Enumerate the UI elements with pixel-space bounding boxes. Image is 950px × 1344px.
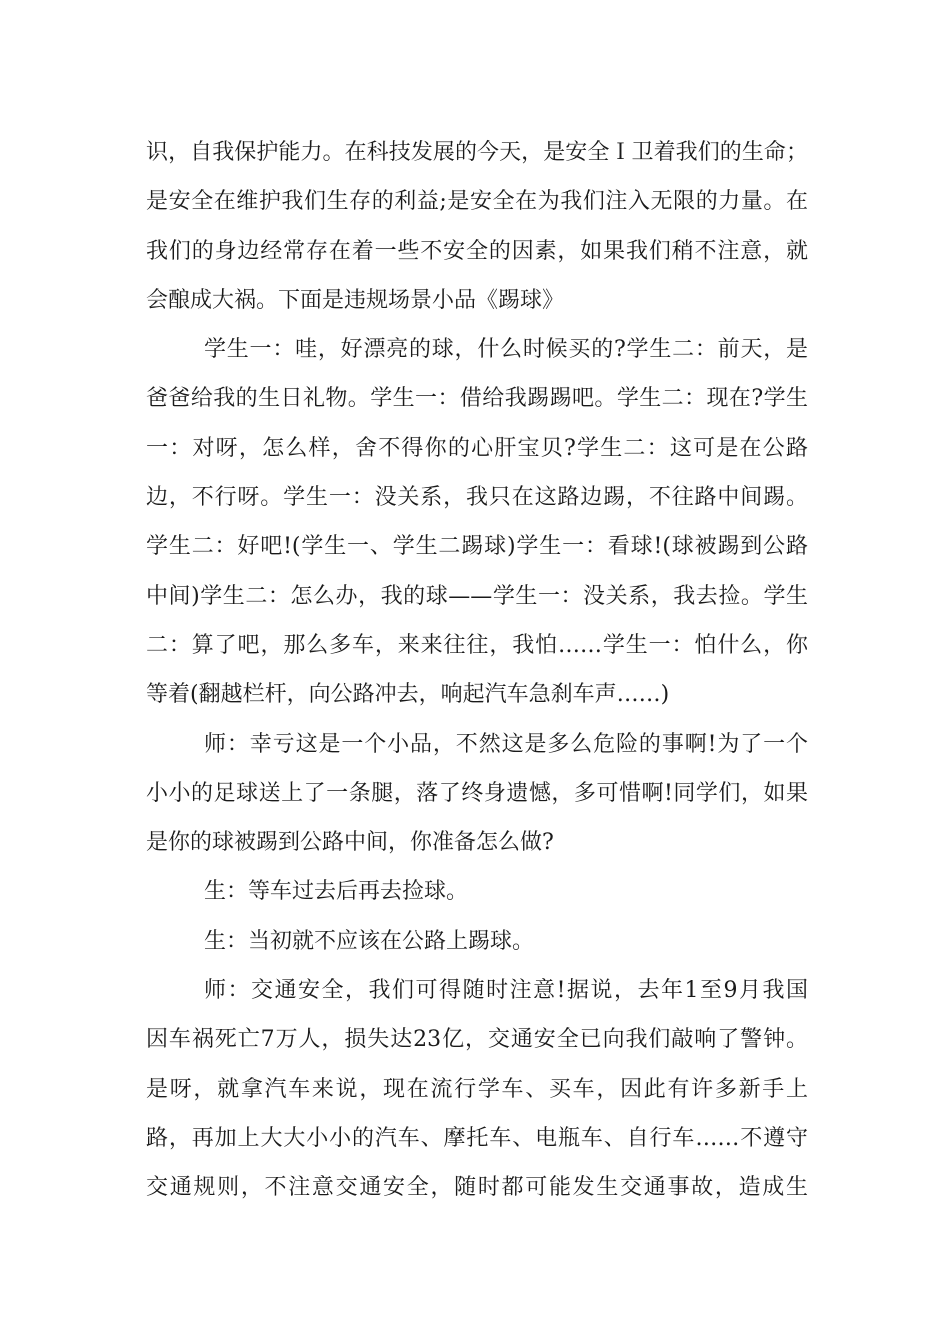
text-line: 会酿成大祸。下面是违规场景小品《踢球》 (146, 287, 565, 313)
document-body (146, 128, 808, 1213)
text-line: 中间)学生二：怎么办，我的球——学生一：没关系，我去捡。学生 (146, 583, 808, 609)
text-line: 生：等车过去后再去捡球。 (204, 879, 469, 905)
text-line: 因车祸死亡7万人，损失达23亿，交通安全已向我们敲响了警钟。 (146, 1027, 808, 1053)
text-line: 等着(翻越栏杆，向公路冲去，响起汽车急刹车声……) (146, 682, 670, 708)
text-line: 师：幸亏这是一个小品，不然这是多么危险的事啊!为了一个 (204, 731, 808, 757)
text-line: 小小的足球送上了一条腿，落了终身遗憾，多可惜啊!同学们，如果 (146, 780, 808, 806)
text-line: 路，再加上大大小小的汽车、摩托车、电瓶车、自行车……不遵守 (146, 1125, 808, 1151)
text-line: 学生一：哇，好漂亮的球，什么时候买的?学生二：前天，是 (204, 337, 808, 363)
text-line: 我们的身边经常存在着一些不安全的因素，如果我们稍不注意，就 (146, 238, 808, 264)
text-line: 边，不行呀。学生一：没关系，我只在这路边踢，不往路中间踢。 (146, 485, 808, 511)
text-line: 爸爸给我的生日礼物。学生一：借给我踢踢吧。学生二：现在?学生 (146, 386, 808, 412)
text-line: 学生二：好吧!(学生一、学生二踢球)学生一：看球!(球被踢到公路 (146, 534, 808, 560)
text-line: 是你的球被踢到公路中间，你准备怎么做? (146, 830, 554, 856)
text-line: 交通规则，不注意交通安全，随时都可能发生交通事故，造成生 (146, 1175, 808, 1201)
text-line: 是安全在维护我们生存的利益;是安全在为我们注入无限的力量。在 (146, 189, 808, 215)
text-line: 是呀，就拿汽车来说，现在流行学车、买车，因此有许多新手上 (146, 1076, 808, 1102)
text-line: 二：算了吧，那么多车，来来往往，我怕……学生一：怕什么，你 (146, 632, 808, 658)
text-line: 一：对呀，怎么样，舍不得你的心肝宝贝?学生二：这可是在公路 (146, 435, 808, 461)
text-line: 师：交通安全，我们可得随时注意!据说，去年1至9月我国 (204, 978, 808, 1004)
text-line: 生：当初就不应该在公路上踢球。 (204, 928, 535, 954)
text-line: 识，自我保护能力。在科技发展的今天，是安全Ｉ卫着我们的生命； (146, 140, 808, 165)
